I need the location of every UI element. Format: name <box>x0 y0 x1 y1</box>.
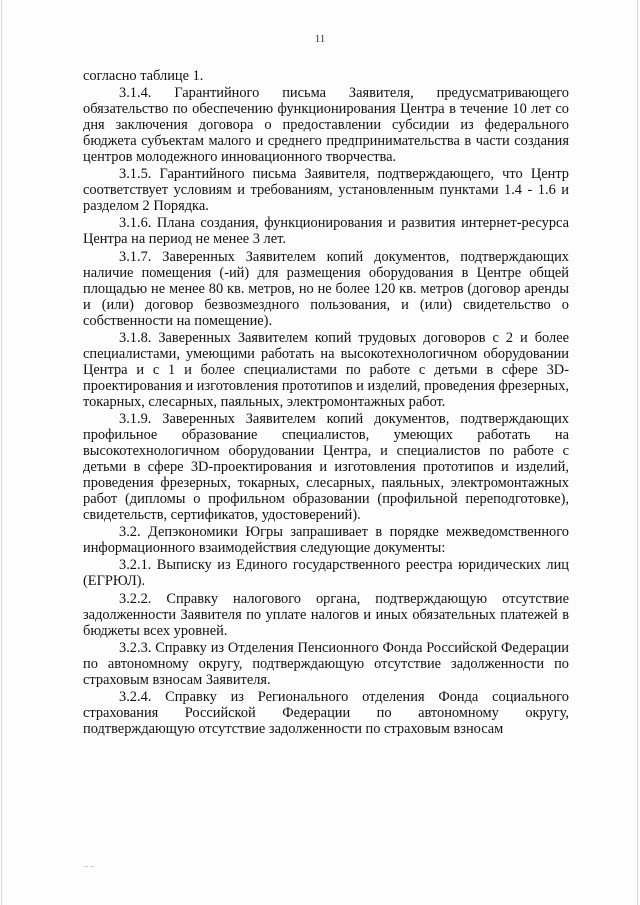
paragraph-3-2-2: 3.2.2. Справку налогового органа, подтверждающую отсутствие задолженности Заявителя по уплате налогов и иных обязательных платежей в бюджеты всех уровней. <box>83 590 569 639</box>
page-number: 11 <box>314 33 326 45</box>
document-body <box>83 68 569 737</box>
paragraph-continuation: согласно таблице 1. <box>83 68 204 84</box>
paragraph-3-1-4: 3.1.4. Гарантийного письма Заявителя, предусматривающего обязательство по обеспечению функционирования Центра в течение 10 лет со дня заключения договора о предоставлении субсидии из федерального бюджета субъектам малого и среднего предпринимательства в части создания центров молодежного инновационного творчества. <box>83 85 569 166</box>
footer-mark: ㄧㄧ <box>83 865 97 871</box>
paragraph-3-2: 3.2. Депэкономики Югры запрашивает в порядке межведомственного информационного взаимодействия следующие документы: <box>83 524 569 557</box>
paragraph-3-1-8: 3.1.8. Заверенных Заявителем копий трудовых договоров с 2 и более специалистами, умеющими работать на высокотехнологичном оборудовании Центра и с 1 и более специалистами по работе с детьми в сфере 3D-проектирования и изготовления прототипов и изделий, проведения фрезерных, токарных, слесарных, паяльных, электромонтажных работ. <box>83 329 569 410</box>
paragraph-3-2-3: 3.2.3. Справку из Отделения Пенсионного Фонда Российской Федерации по автономному округу, подтверждающую отсутствие задолженности по страховым взносам Заявителя. <box>83 639 569 688</box>
paragraph-3-1-7: 3.1.7. Заверенных Заявителем копий документов, подтверждающих наличие помещения (-ий) для размещения оборудования в Центре общей площадью не менее 80 кв. метров, но не более 120 кв. метров (договор аренды и (или) договор безвозмездного пользования, и (или) свидетельство о собственности на помещение). <box>83 248 569 329</box>
paragraph-3-2-4: 3.2.4. Справку из Регионального отделения Фонда социального страхования Российской Федерации по автономному округу, подтверждающую отсутствие задолженности по страховым взносам <box>83 688 569 737</box>
paragraph-3-1-6: 3.1.6. Плана создания, функционирования и развития интернет-ресурса Центра на период не менее 3 лет. <box>83 215 569 248</box>
page-left-edge <box>1 0 2 905</box>
paragraph-3-2-1: 3.2.1. Выписку из Единого государственного реестра юридических лиц (ЕГРЮЛ). <box>83 557 569 590</box>
paragraph-3-1-9: 3.1.9. Заверенных Заявителем копий документов, подтверждающих профильное образование специалистов, умеющих работать на высокотехнологичном оборудовании Центра, и специалистов по работе с детьми в сфере 3D-проектирования и изготовления прототипов и изделий, проведения фрезерных, токарных, слесарных, паяльных, электромонтажных работ (дипломы о профильном образовании (профильной переподготовке), свидетельств, сертификатов, удостоверений). <box>83 410 569 524</box>
page-right-edge <box>637 0 638 905</box>
paragraph-3-1-5: 3.1.5. Гарантийного письма Заявителя, подтверждающего, что Центр соответствует условиям и требованиям, установленным пунктами 1.4 - 1.6 и разделом 2 Порядка. <box>83 166 569 215</box>
